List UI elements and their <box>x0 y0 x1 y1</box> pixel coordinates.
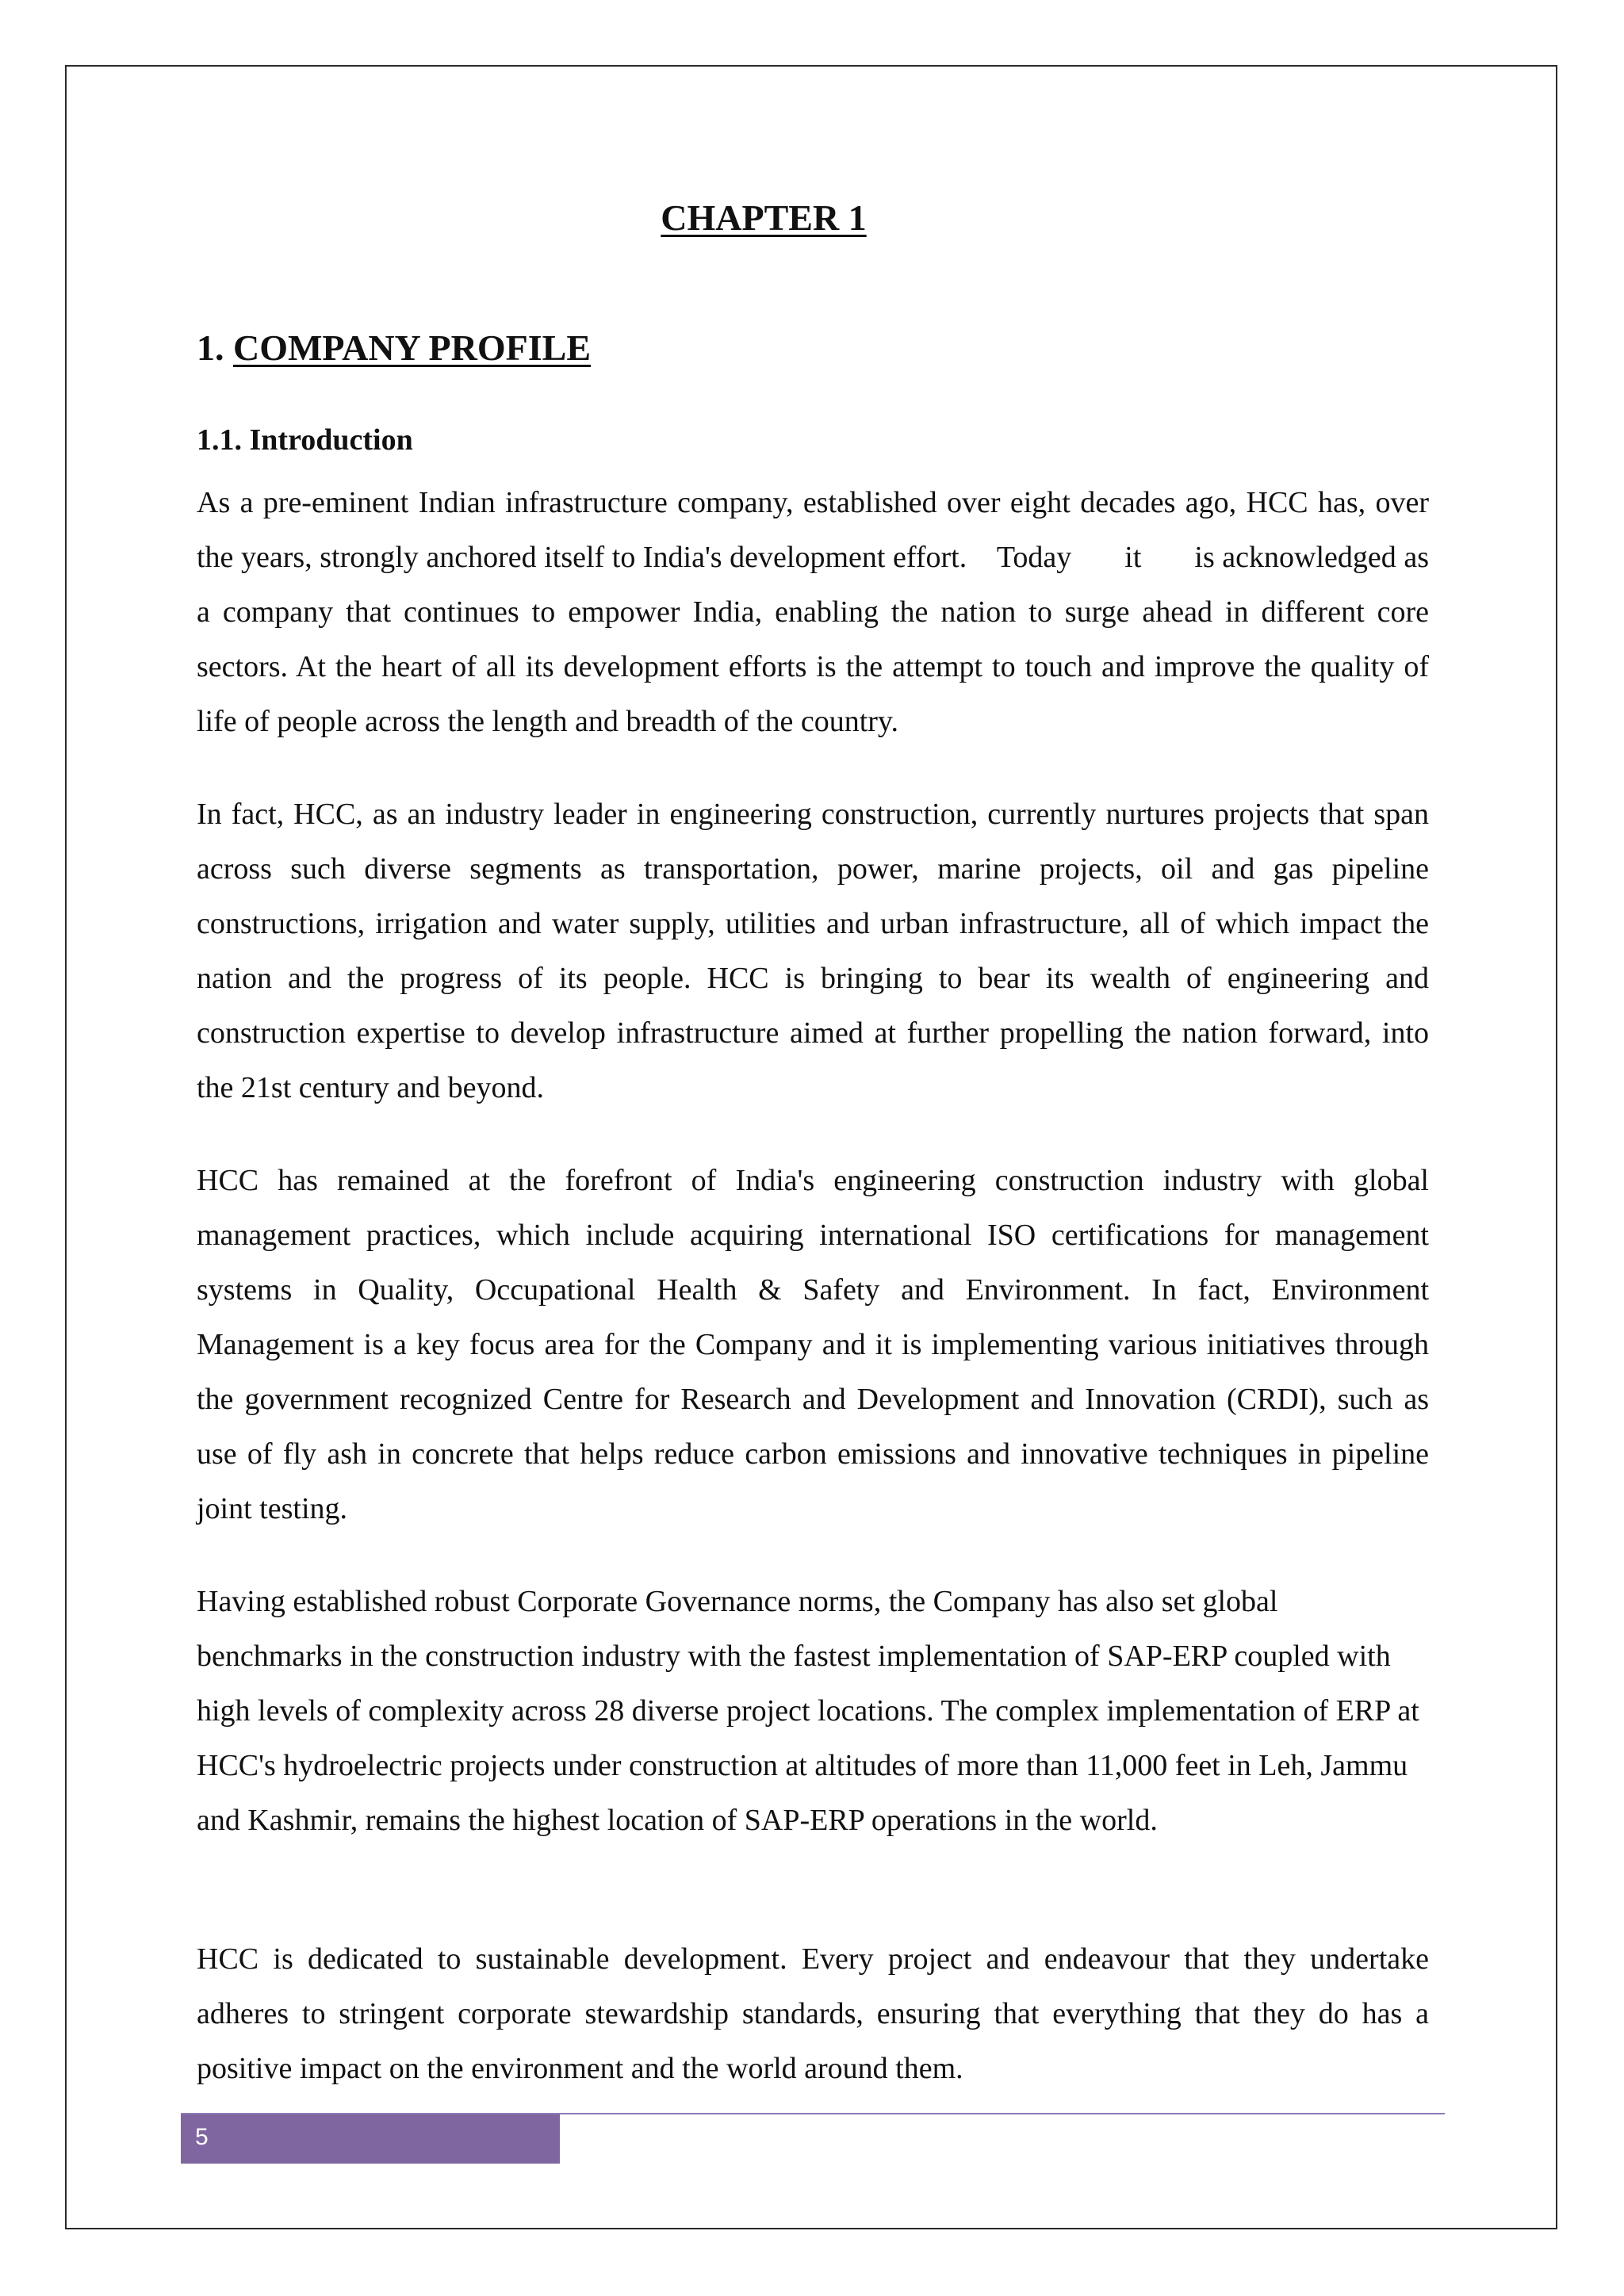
paragraph-management-practices: HCC has remained at the forefront of India's engineering construction industry with global management practices, which include acquiring international ISO certifications for management systems in Quality, Occupational Health & Safety and Environment. In fact, Environment Management is a key focus area for the Company and it is implementing various initiatives through the government recognized Centre for Research and Development and Innovation (CRDI), such as use of fly ash in concrete that helps reduce carbon emissions and innovative techniques in pipeline joint testing. <box>197 1164 1429 1525</box>
chapter-title: CHAPTER 1 <box>661 197 867 238</box>
paragraph-introduction: As a pre-eminent Indian infrastructure company, established over eight decades ago, HCC has, over the years, strongly anchored itself to India's development effort. Today it is acknowledged as a company that continues to empower India, enabling the nation to surge ahead in different core sectors. At the heart of all its development efforts is the attempt to touch and improve the quality of life of people across the length and breadth of the country. <box>197 486 1437 738</box>
section-title: COMPANY PROFILE <box>233 327 592 368</box>
section-heading <box>197 327 591 369</box>
section-number: 1. <box>197 327 224 368</box>
page-border <box>65 65 1557 2229</box>
paragraph-sustainable-development: HCC is dedicated to sustainable development. Every project and endeavour that they undertake adheres to stringent corporate stewardship standards, ensuring that everything that they do has a positive impact on the environment and the world around them. <box>197 1942 1429 2085</box>
paragraph-corporate-governance: Having established robust Corporate Governance norms, the Company has also set global benchmarks in the construction industry with the fastest implementation of SAP-ERP coupled with high levels of complexity across 28 diverse project locations. The complex implementation of ERP at HCC's hydroelectric projects under construction at altitudes of more than 11,000 feet in Leh, Jammu and Kashmir, remains the highest location of SAP-ERP operations in the world. <box>197 1585 1419 1837</box>
paragraph-industry-leader: In fact, HCC, as an industry leader in engineering construction, currently nurtures projects that span across such diverse segments as transportation, power, marine projects, oil and gas pipeline constructions, irrigation and water supply, utilities and urban infrastructure, all of which impact the nation and the progress of its people. HCC is bringing to bear its wealth of engineering and construction expertise to develop infrastructure aimed at further propelling the nation forward, into the 21st century and beyond. <box>197 798 1429 1104</box>
subsection-heading: 1.1. Introduction <box>197 423 413 457</box>
page-number: 5 <box>181 2114 560 2164</box>
